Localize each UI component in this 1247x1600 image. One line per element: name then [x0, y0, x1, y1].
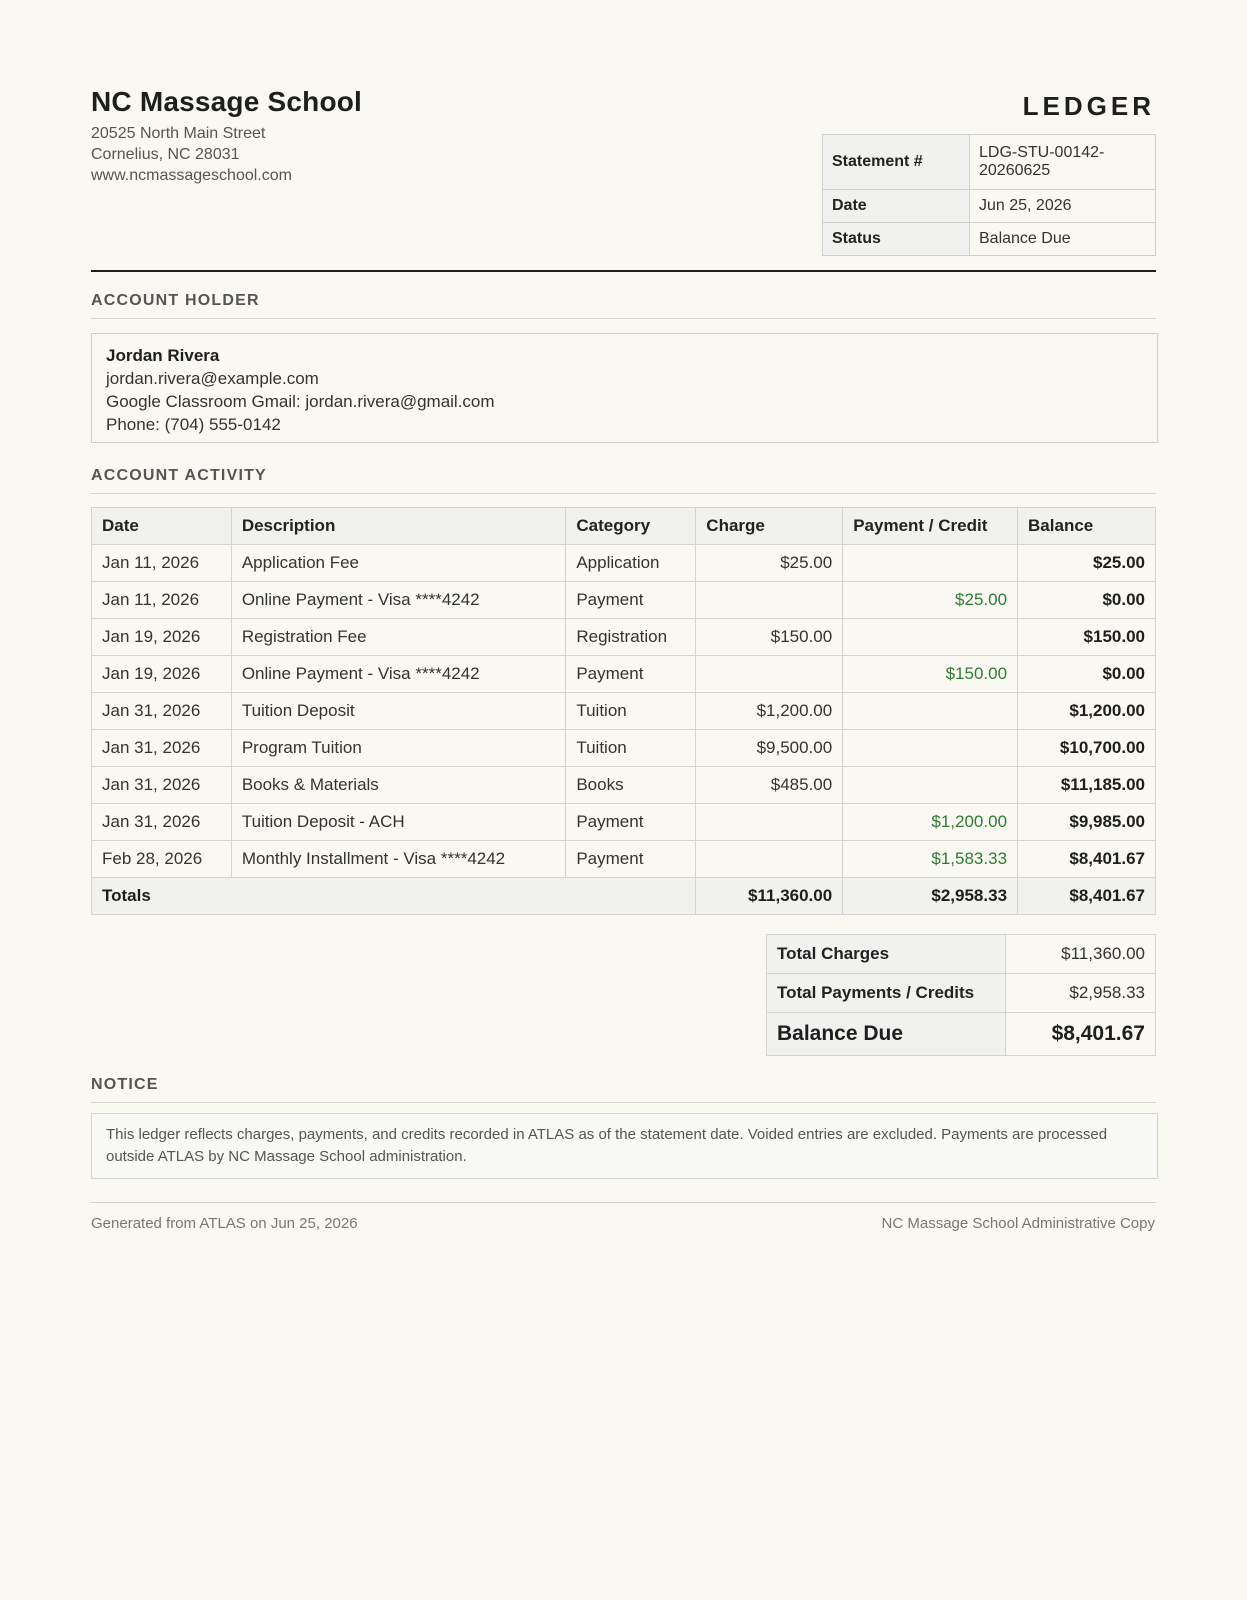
total-payments-label: Total Payments / Credits	[767, 974, 1006, 1013]
row-description: Online Payment - Visa ****4242	[231, 656, 566, 693]
row-date: Jan 31, 2026	[92, 693, 232, 730]
holder-phone: Phone: (704) 555-0142	[106, 415, 281, 434]
row-description: Application Fee	[231, 545, 566, 582]
row-date: Jan 31, 2026	[92, 767, 232, 804]
row-balance: $0.00	[1018, 582, 1156, 619]
totals-row	[92, 878, 1156, 915]
total-charges-label: Total Charges	[767, 935, 1006, 974]
row-credit	[843, 730, 1018, 767]
totals-label: Totals	[92, 878, 696, 915]
total-payments-value: $2,958.33	[1006, 974, 1156, 1013]
row-credit	[843, 545, 1018, 582]
notice-heading: NOTICE	[91, 1076, 1156, 1103]
row-balance: $8,401.67	[1018, 841, 1156, 878]
row-category: Payment	[566, 582, 696, 619]
row-date: Feb 28, 2026	[92, 841, 232, 878]
totals-charge: $11,360.00	[696, 878, 843, 915]
row-description: Online Payment - Visa ****4242	[231, 582, 566, 619]
balance-due-value: $8,401.67	[1006, 1013, 1156, 1056]
row-description: Tuition Deposit	[231, 693, 566, 730]
table-row	[92, 730, 1156, 767]
row-charge: $25.00	[696, 545, 843, 582]
row-category: Books	[566, 767, 696, 804]
summary-row-payments	[767, 974, 1156, 1013]
row-date: Jan 31, 2026	[92, 730, 232, 767]
activity-header-row	[92, 508, 1156, 545]
balance-due-label: Balance Due	[767, 1013, 1006, 1056]
totals-balance: $8,401.67	[1018, 878, 1156, 915]
row-date: Jan 11, 2026	[92, 582, 232, 619]
address-line-2: Cornelius, NC 28031	[91, 146, 240, 163]
statement-date-value: Jun 25, 2026	[970, 190, 1156, 223]
holder-gmail: Google Classroom Gmail: jordan.rivera@gmail.com	[106, 392, 495, 411]
row-description: Tuition Deposit - ACH	[231, 804, 566, 841]
document-title: LEDGER	[1022, 91, 1155, 121]
table-row	[92, 656, 1156, 693]
row-date: Jan 19, 2026	[92, 656, 232, 693]
column-header-balance: Balance	[1018, 508, 1156, 545]
holder-name: Jordan Rivera	[106, 346, 220, 365]
row-category: Payment	[566, 804, 696, 841]
table-row	[92, 804, 1156, 841]
row-balance: $11,185.00	[1018, 767, 1156, 804]
row-charge: $485.00	[696, 767, 843, 804]
row-charge: $1,200.00	[696, 693, 843, 730]
totals-credit: $2,958.33	[843, 878, 1018, 915]
row-balance: $9,985.00	[1018, 804, 1156, 841]
row-charge: $150.00	[696, 619, 843, 656]
account-holder-box	[91, 333, 1158, 443]
row-category: Registration	[566, 619, 696, 656]
notice-text: This ledger reflects charges, payments, and credits recorded in ATLAS as of the statement date. Voided entries are excluded. Payments are processed outside ATLAS by NC Massage School administration.	[91, 1113, 1158, 1179]
row-credit	[843, 693, 1018, 730]
school-name: NC Massage School	[91, 86, 363, 117]
row-category: Payment	[566, 841, 696, 878]
row-category: Application	[566, 545, 696, 582]
table-row	[92, 693, 1156, 730]
column-header-date: Date	[92, 508, 232, 545]
row-category: Payment	[566, 656, 696, 693]
row-credit: $1,200.00	[843, 804, 1018, 841]
account-activity-heading: ACCOUNT ACTIVITY	[91, 467, 1156, 494]
row-date: Jan 19, 2026	[92, 619, 232, 656]
row-balance: $0.00	[1018, 656, 1156, 693]
statement-number-value: LDG-STU-00142-20260625	[970, 135, 1156, 190]
row-credit	[843, 767, 1018, 804]
total-charges-value: $11,360.00	[1006, 935, 1156, 974]
row-credit: $150.00	[843, 656, 1018, 693]
summary-row-balance-due	[767, 1013, 1156, 1056]
row-description: Monthly Installment - Visa ****4242	[231, 841, 566, 878]
row-credit: $25.00	[843, 582, 1018, 619]
row-charge	[696, 804, 843, 841]
table-row	[92, 767, 1156, 804]
table-row	[92, 582, 1156, 619]
statement-number-label: Statement #	[823, 135, 970, 190]
holder-email: jordan.rivera@example.com	[106, 369, 319, 388]
column-header-charge: Charge	[696, 508, 843, 545]
table-row	[92, 545, 1156, 582]
column-header-payment-credit: Payment / Credit	[843, 508, 1018, 545]
row-category: Tuition	[566, 693, 696, 730]
column-header-description: Description	[231, 508, 566, 545]
school-website: www.ncmassageschool.com	[91, 167, 292, 184]
row-balance: $10,700.00	[1018, 730, 1156, 767]
row-charge: $9,500.00	[696, 730, 843, 767]
row-balance: $150.00	[1018, 619, 1156, 656]
row-balance: $1,200.00	[1018, 693, 1156, 730]
row-date: Jan 31, 2026	[92, 804, 232, 841]
row-charge	[696, 656, 843, 693]
footer-generated: Generated from ATLAS on Jun 25, 2026	[91, 1215, 358, 1232]
statement-status-label: Status	[823, 223, 970, 256]
row-date: Jan 11, 2026	[92, 545, 232, 582]
meta-row-date	[823, 190, 1156, 223]
statement-meta-table	[822, 134, 1156, 256]
meta-row-statement	[823, 135, 1156, 190]
row-credit: $1,583.33	[843, 841, 1018, 878]
row-category: Tuition	[566, 730, 696, 767]
account-holder-heading: ACCOUNT HOLDER	[91, 292, 1156, 319]
statement-date-label: Date	[823, 190, 970, 223]
row-balance: $25.00	[1018, 545, 1156, 582]
header-divider	[91, 270, 1156, 272]
row-description: Program Tuition	[231, 730, 566, 767]
summary-table	[766, 934, 1156, 1056]
row-description: Registration Fee	[231, 619, 566, 656]
row-credit	[843, 619, 1018, 656]
row-charge	[696, 582, 843, 619]
summary-row-charges	[767, 935, 1156, 974]
meta-row-status	[823, 223, 1156, 256]
row-description: Books & Materials	[231, 767, 566, 804]
table-row	[92, 841, 1156, 878]
table-row	[92, 619, 1156, 656]
row-charge	[696, 841, 843, 878]
footer-divider	[91, 1202, 1156, 1203]
activity-table	[91, 507, 1156, 915]
footer-copy-label: NC Massage School Administrative Copy	[881, 1215, 1155, 1232]
statement-status-value: Balance Due	[970, 223, 1156, 256]
address-line-1: 20525 North Main Street	[91, 125, 266, 142]
column-header-category: Category	[566, 508, 696, 545]
